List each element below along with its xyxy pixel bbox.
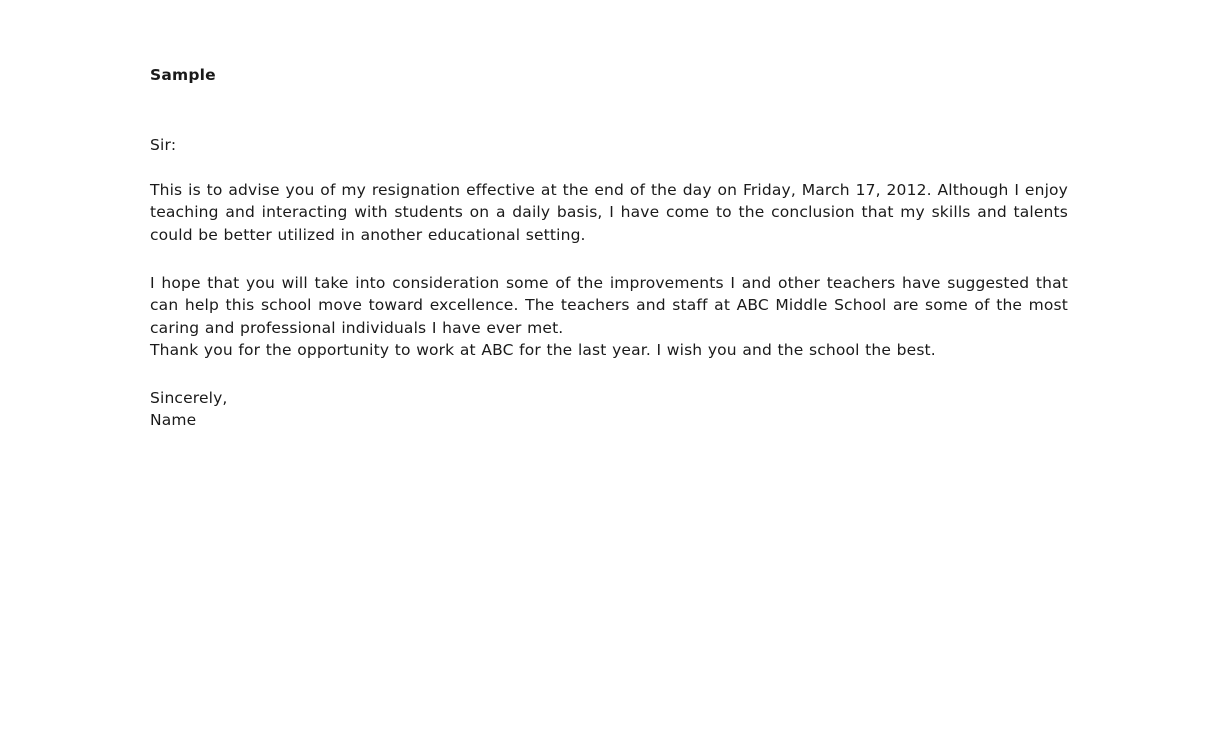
salutation: Sir: (150, 136, 177, 155)
signature-name: Name (150, 411, 197, 430)
paragraph-3: Thank you for the opportunity to work at ABC for the last year. I wish you and the school the best. (150, 340, 936, 359)
paragraph-1: This is to advise you of my resignation effective at the end of the day on Friday, March 17, 2012. Although I enjoy teaching and interacting with students on a daily basis, I have come to the conclusion that my skills and talents could be better utilized in another educational setting. (150, 180, 1068, 244)
paragraph-2: I hope that you will take into consideration some of the improvements I and other teachers have suggested that can help this school move toward excellence. The teachers and staff at ABC Middle School are some of the most caring and professional individuals I have ever met. (150, 273, 1068, 337)
closing-block (150, 387, 1068, 432)
document-heading: Sample (150, 66, 216, 84)
closing-salutation: Sincerely, (150, 389, 228, 408)
letter-body (150, 64, 1068, 432)
